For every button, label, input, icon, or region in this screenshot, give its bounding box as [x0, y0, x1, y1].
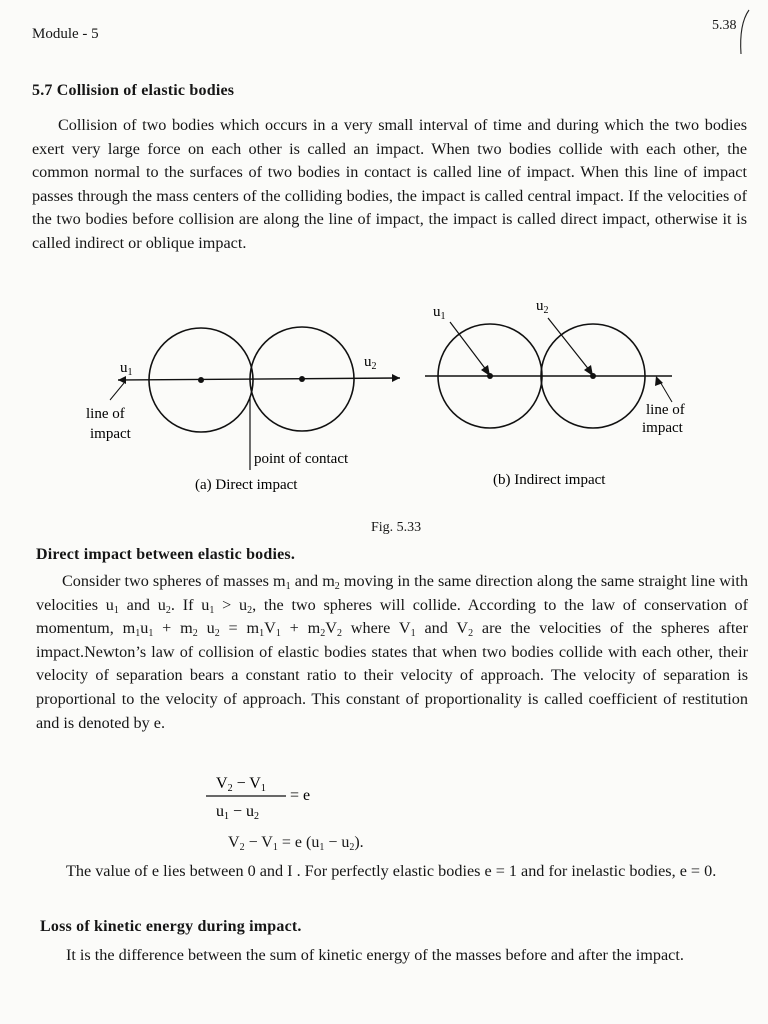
line-of-impact-label-a2: impact	[90, 426, 131, 442]
restitution-equation: $V_2 - V_1 = e$ $(u_1 - u_2)$.	[228, 834, 364, 853]
restitution-formula	[200, 770, 340, 826]
figure-caption: Fig. 5.33	[371, 520, 422, 535]
page-number: 5.38	[712, 18, 737, 33]
line-of-impact-label-b2: impact	[642, 420, 683, 436]
arrow-left-icon	[118, 376, 126, 384]
point-of-contact-label: point of contact	[254, 451, 349, 467]
intro-paragraph: Collision of two bodies which occurs in a very small interval of time and during which the two bodies exert very large force on each other is called an impact. When two bodies collide with each other, the common normal to the surfaces of two bodies in contact is called line of impact. When this line of impact passes through the mass centers of the colliding bodies, the impact is called central impact. If the velocities of the two bodies before collision are along the line of impact, the impact is called direct impact, otherwise it is called indirect or oblique impact.	[32, 116, 747, 252]
page-corner-mark	[733, 8, 753, 58]
arrow-u2-icon	[584, 365, 593, 376]
kinetic-energy-paragraph: It is the difference between the sum of kinetic energy of the masses before and after the impact.	[66, 946, 684, 964]
line-of-impact-pointer-a	[110, 383, 124, 400]
line-of-impact-label-a: line of	[86, 406, 125, 422]
velocity-label-u2-b: $u_2$	[536, 298, 549, 316]
indirect-impact-caption: (b) Indirect impact	[493, 472, 606, 488]
line-of-impact-a	[118, 378, 400, 380]
mass-center-2	[299, 376, 305, 382]
direct-impact-paragraph: Consider two spheres of masses $m_1$ and $m_2$ moving in the same direction along the same straight line with velocities $u_1$ and $u_2$. If $u_1 > u_2$, the two spheres will collide. According to the law of conservation of momentum, $m_1u_1 + m_2$ $u_2 = m_1V_1 + m_2V_2$ where $V_1$ and $V_2$ are the velocities of the spheres after impact.Newton’s law of collision of elastic bodies states that when two bodies collide with each other, their velocity of separation bears a constant ratio to their velocity of approach. The velocity of separation is proportional to the velocity of approach. This constant of proportionality is called coefficient of restitution and is denoted by e.	[36, 572, 749, 732]
velocity-label-u2-a: $u_2$	[364, 354, 377, 372]
module-label: Module - 5	[32, 26, 99, 42]
indirect-impact-diagram	[425, 298, 685, 488]
formula-equals-e: = e	[290, 787, 311, 804]
velocity-vector-u2-b	[548, 318, 590, 371]
kinetic-energy-heading: Loss of kinetic energy during impact.	[40, 918, 302, 935]
restitution-paragraph: The value of e lies between 0 and I . For perfectly elastic bodies e = 1 and for inelastic bodies, e = 0.	[66, 862, 717, 880]
direct-impact-heading: Direct impact between elastic bodies.	[36, 546, 296, 563]
direct-impact-diagram	[86, 327, 400, 493]
line-of-impact-label-b: line of	[646, 402, 685, 418]
arrow-right-icon	[392, 374, 400, 382]
velocity-label-u1-a: $u_1$	[120, 360, 133, 378]
formula-numerator: V2 − V1	[216, 775, 266, 794]
mass-center-1	[198, 377, 204, 383]
section-title: 5.7 Collision of elastic bodies	[32, 82, 235, 99]
arrow-u1-icon	[481, 365, 490, 376]
formula-denominator: u1 − u2	[216, 803, 260, 822]
direct-impact-caption: (a) Direct impact	[195, 477, 298, 493]
collision-figure	[0, 290, 768, 520]
velocity-label-u1-b: $u_1$	[433, 304, 446, 322]
